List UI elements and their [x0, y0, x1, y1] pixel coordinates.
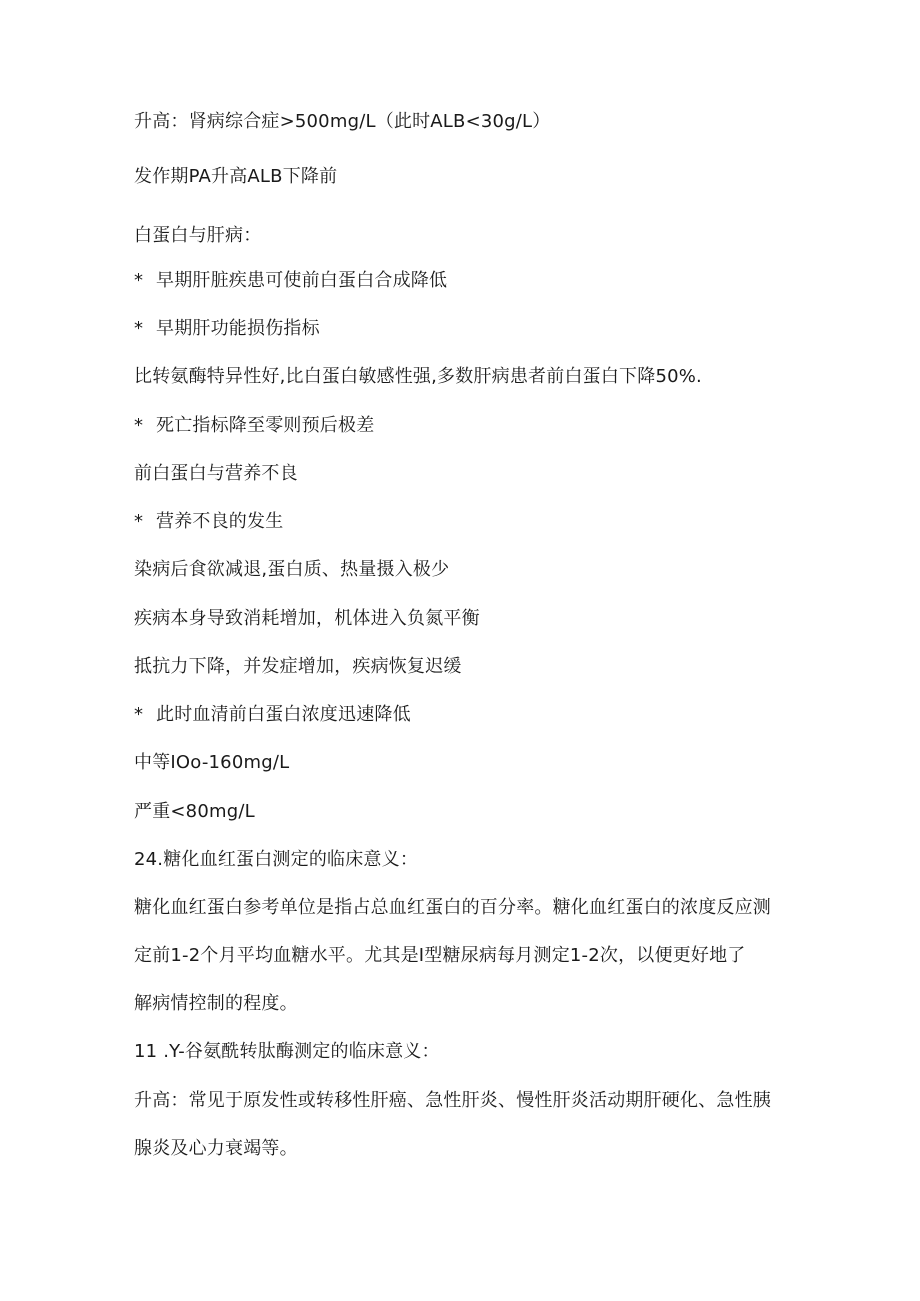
paragraph-line: 腺炎及心力衰竭等。 [134, 1138, 298, 1159]
bullet-item [134, 510, 283, 534]
paragraph-line: 解病情控制的程度。 [134, 993, 298, 1014]
bullet-marker: * [134, 511, 144, 532]
bullet-text: 早期肝功能损伤指标 [156, 318, 320, 339]
bullet-marker: * [134, 318, 144, 339]
section-heading: 前白蛋白与营养不良 [134, 463, 298, 484]
section-heading: 11 .Y-谷氨酰转肽酶测定的临床意义： [134, 1041, 440, 1062]
bullet-item [134, 317, 320, 341]
bullet-item [134, 269, 447, 293]
bullet-item [134, 703, 411, 727]
text-line: 比转氨酶特异性好,比白蛋白敏感性强,多数肝病患者前白蛋白下降50%. [134, 366, 702, 387]
text-line: 严重<80mg∕L [134, 801, 255, 822]
bullet-text: 营养不良的发生 [156, 511, 284, 532]
text-line: 染病后食欲减退,蛋白质、热量摄入极少 [134, 559, 450, 580]
text-line: 中等IOo-160mg∕L [134, 752, 290, 773]
bullet-text: 死亡指标降至零则预后极差 [156, 415, 375, 436]
text-line: 疾病本身导致消耗增加，机体进入负氮平衡 [134, 608, 480, 629]
bullet-marker: * [134, 704, 144, 725]
bullet-item [134, 414, 374, 438]
bullet-text: 此时血清前白蛋白浓度迅速降低 [156, 704, 411, 725]
bullet-marker: * [134, 270, 144, 291]
text-line: 发作期PA升高ALB下降前 [134, 166, 338, 187]
text-line: 升高：肾病综合症>500mg∕L（此时ALB<30g∕L） [134, 111, 551, 132]
text-line: 抵抗力下降，并发症增加，疾病恢复迟缓 [134, 656, 462, 677]
paragraph-line: 糖化血红蛋白参考单位是指占总血红蛋白的百分率。糖化血红蛋白的浓度反应测 [134, 897, 771, 918]
bullet-marker: * [134, 415, 144, 436]
section-heading: 24.糖化血红蛋白测定的临床意义： [134, 849, 419, 870]
paragraph-line: 定前1-2个月平均血糖水平。尤其是I型糖尿病每月测定1-2次，以便更好地了 [134, 945, 746, 966]
section-heading: 白蛋白与肝病： [134, 225, 262, 246]
paragraph-line: 升高：常见于原发性或转移性肝癌、急性肝炎、慢性肝炎活动期肝硬化、急性胰 [134, 1090, 771, 1111]
bullet-text: 早期肝脏疾患可使前白蛋白合成降低 [156, 270, 448, 291]
